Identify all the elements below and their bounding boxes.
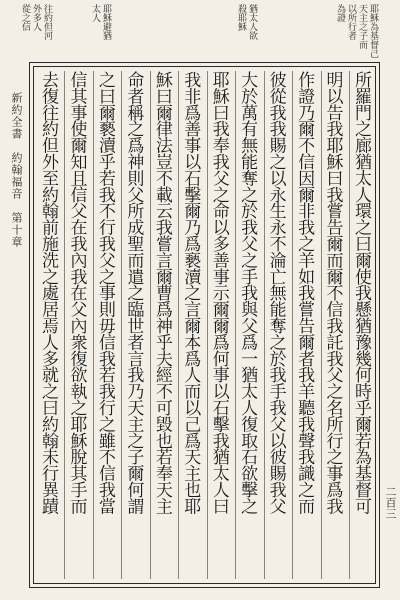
text-column: 我非爲善事以石擊爾乃爲褻瀆之言爾本爲人而以己爲天主也耶	[178, 71, 201, 579]
text-frame-inner	[33, 66, 376, 584]
top-note: 耶穌為基督己	[368, 4, 378, 58]
text-column: 信其事使爾知且信父在我內我在父內衆復欲執之耶穌脫其手而	[64, 71, 87, 579]
text-columns	[34, 67, 375, 583]
text-frame	[29, 62, 380, 588]
top-note: 往約但河	[42, 4, 52, 40]
page-number: 二百三	[384, 486, 397, 519]
text-column: 命者稱之爲神則父所成聖而遣之臨世者言我乃天主之子爾何謂	[121, 71, 144, 579]
top-note: 外多人	[31, 4, 41, 31]
running-header: 新約全書 約翰福音 第十章	[10, 92, 23, 248]
top-note: 耶穌避猶	[101, 4, 111, 40]
text-column: 明以告我耶穌曰我嘗告爾而爾不信我託我父之名所行之事爲我	[321, 71, 344, 579]
top-note: 以所行者	[346, 4, 356, 40]
top-note: 殺耶穌	[236, 4, 246, 31]
text-column: 耶穌曰我奉我父之命以多善事示爾爾爲何事以石擊我猶太人曰	[207, 71, 230, 579]
text-column: 所羅門之廊猶太人環之曰爾使我懸猶豫幾何時乎爾若為基督可	[349, 71, 372, 579]
text-column: 穌曰爾律法豈不載云我嘗言爾曹爲神乎夫經不可毀也若奉天主	[150, 71, 173, 579]
text-column: 作證乃爾不信因爾非我之羊如我嘗告爾者我羊聽我聲我識之而	[292, 71, 315, 579]
top-note: 猶太人欲	[247, 4, 257, 40]
top-note: 天主之子而	[357, 4, 367, 49]
text-column: 之曰爾褻瀆乎若我不行我父之事則毋信我若我行之雖不信我當	[93, 71, 116, 579]
top-note: 為證	[335, 4, 345, 22]
text-column: 大於萬有無能奪之於我父之手我與父爲一猶太人復取石欲擊之	[235, 71, 258, 579]
text-column: 去復往約但外至約翰前施洗之處居焉人多就之曰約翰未行異蹟	[38, 71, 58, 514]
top-annotations	[0, 0, 400, 62]
top-note: 太人	[90, 4, 100, 22]
top-note: 從之信	[20, 4, 30, 31]
text-column: 彼從我我賜之以永生永不淪亡無能奪之於我手我父以彼賜我父	[264, 71, 287, 579]
